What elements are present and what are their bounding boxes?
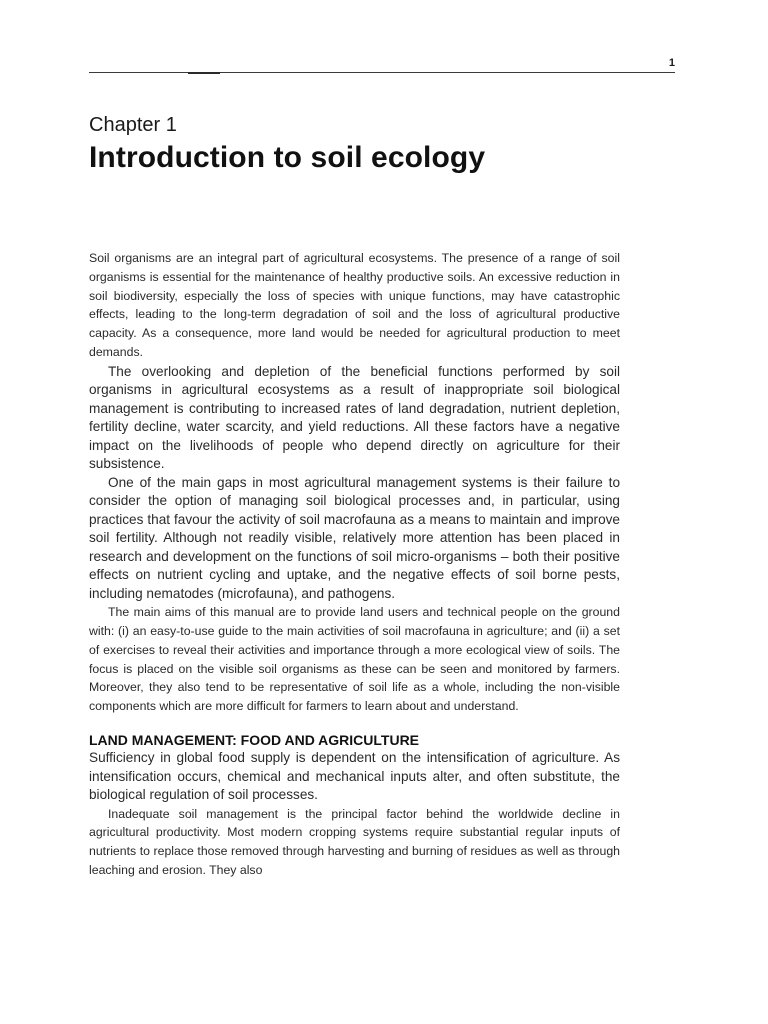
chapter-title: Introduction to soil ecology	[89, 141, 486, 174]
section-paragraph-2: Inadequate soil management is the principal factor behind the worldwide decline in agricultural productivity. Most modern cropping systems require substantial regular inputs of nutrients to replace those removed through harvesting and burning of residues as well as through leaching and erosion. They also	[89, 806, 620, 877]
paragraph-1: Soil organisms are an integral part of agricultural ecosystems. The presence of a range of soil organisms is essential for the maintenance of healthy productive soils. An excessive reduction in soil biodiversity, especially the loss of species with unique functions, may have catastrophic effects, leading to the long-term degradation of soil and the loss of agricultural productive capacity. As a consequence, more land would be needed for agricultural production to meet demands.	[89, 251, 620, 359]
section-paragraph-1: Sufficiency in global food supply is dependent on the intensification of agriculture. As intensification occurs, chemical and mechanical inputs alter, and often substitute, the biological regulation of soil processes.	[89, 750, 620, 803]
section-heading: LAND MANAGEMENT: FOOD AND AGRICULTURE	[89, 732, 420, 749]
header-rule	[89, 72, 675, 73]
paragraph-3: One of the main gaps in most agricultural management systems is their failure to consider the option of managing soil biological processes and, in particular, using practices that favour the activity of soil macrofauna as a means to maintain and improve soil fertility. Although not readily visible, relatively more attention has been placed in research and development on the functions of soil micro-organisms – both their positive effects on nutrient cycling and uptake, and the negative effects of soil borne pests, including nematodes (microfauna), and pathogens.	[89, 474, 620, 601]
paragraph-4: The main aims of this manual are to provide land users and technical people on the ground with: (i) an easy-to-use guide to the main activities of soil macrofauna in agriculture; and (ii) a set of exercises to reveal their activities and importance through a more ecological view of soils. The focus is placed on the visible soil organisms as these can be seen and monitored by farmers. Moreover, they also tend to be representative of soil life as a whole, including the non-visible components which are more difficult for farmers to learn about and understand.	[89, 605, 620, 714]
chapter-label: Chapter 1	[89, 114, 177, 136]
page-number: 1	[668, 57, 675, 69]
header-rule-accent	[188, 72, 220, 74]
body-text	[89, 249, 620, 880]
paragraph-2: The overlooking and depletion of the beneficial functions performed by soil organisms in agricultural ecosystems as a result of inappropriate soil biological management is contributing to increased rates of land degradation, nutrient depletion, fertility decline, water scarcity, and yield reductions. All these factors have a negative impact on the livelihoods of people who depend directly on agriculture for their subsistence.	[89, 363, 620, 472]
